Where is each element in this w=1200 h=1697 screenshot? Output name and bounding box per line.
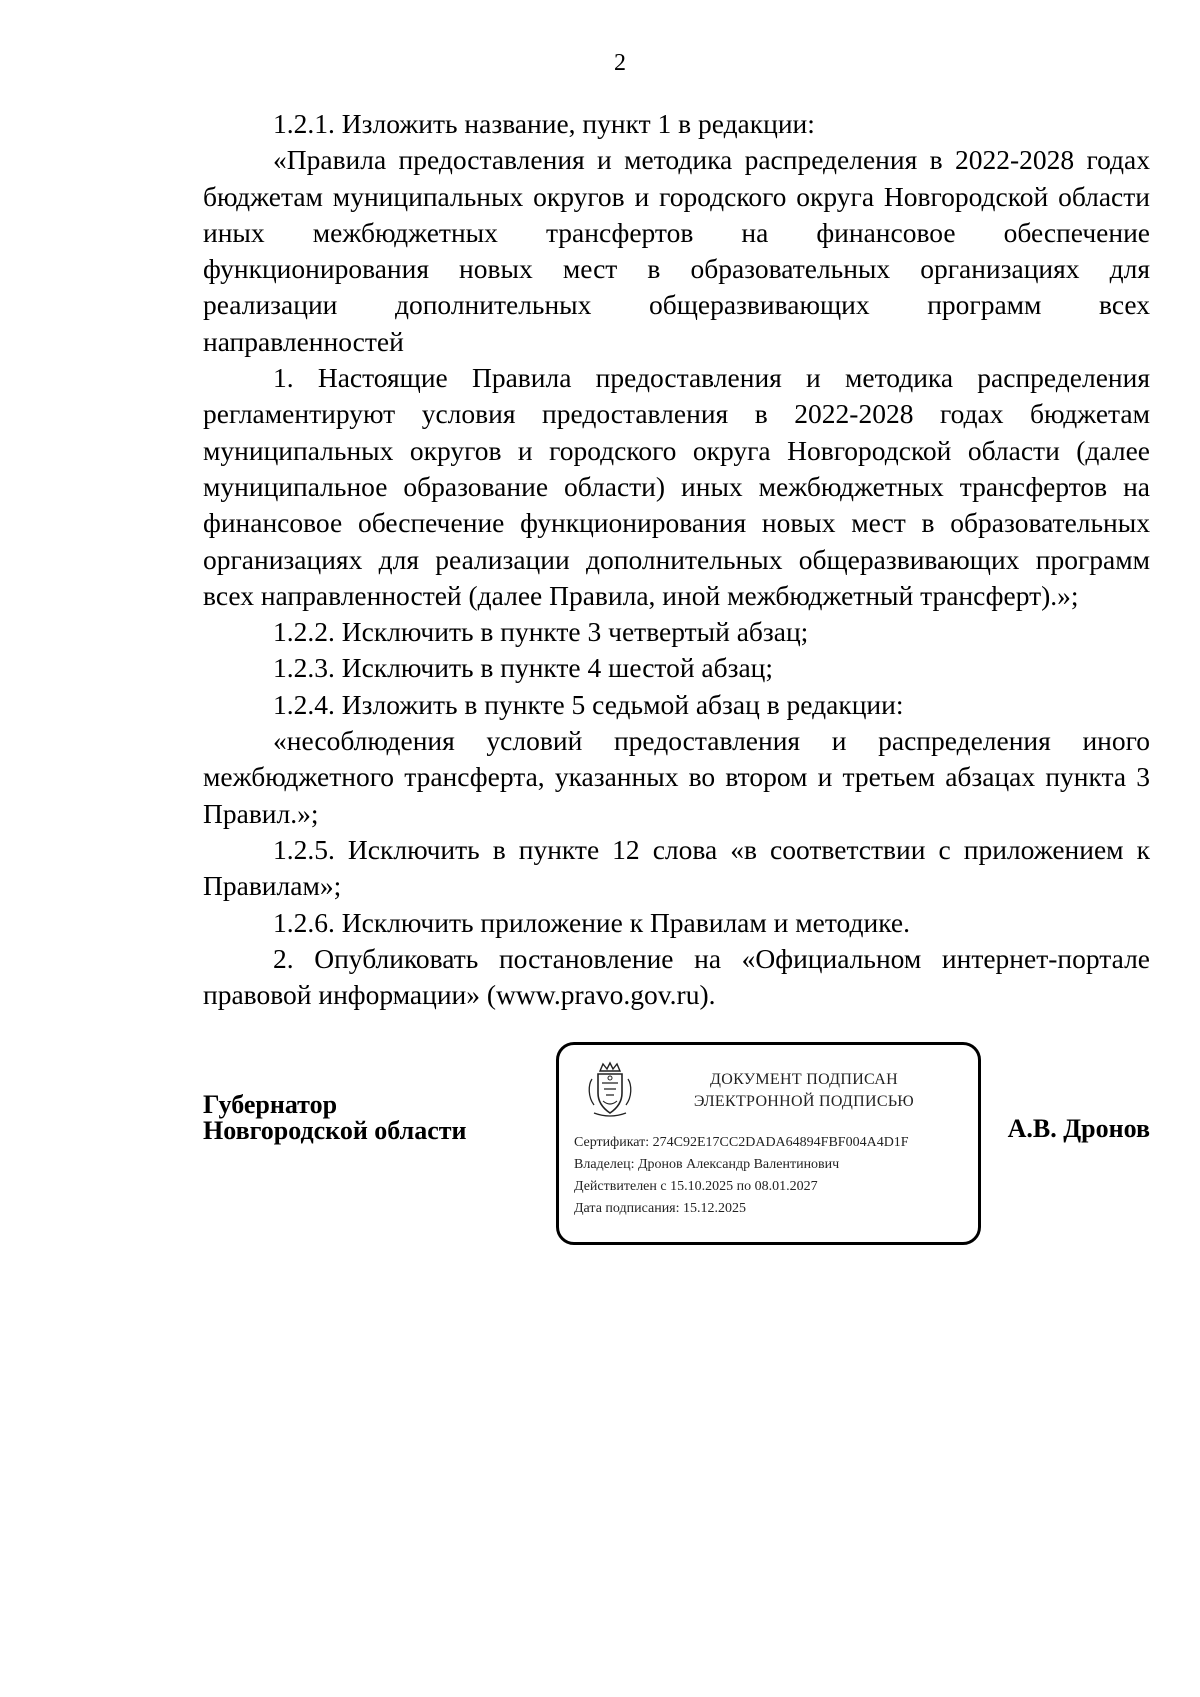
- signer-name: А.В. Дронов: [1007, 1114, 1150, 1143]
- signer-title: [203, 1092, 467, 1144]
- stamp-owner: Владелец: Дронов Александр Валентинович: [574, 1157, 840, 1172]
- stamp-details: [574, 1132, 974, 1220]
- paragraph-1-2-2: 1.2.2. Исключить в пункте 3 четвертый абзац;: [273, 616, 809, 648]
- paragraph-1-2-6: 1.2.6. Исключить приложение к Правилам и методике.: [273, 906, 910, 938]
- coat-of-arms-icon: [586, 1061, 634, 1119]
- signature-block: [203, 1042, 1150, 1252]
- signer-title-line1: Губернатор: [203, 1090, 338, 1119]
- stamp-validity: Действителен с 15.10.2025 по 08.01.2027: [574, 1179, 818, 1194]
- document-body: [203, 106, 1150, 1013]
- paragraph-1-2-5: 1.2.5. Исключить в пункте 12 слова «в соответствии с приложением к Правилам»;: [203, 833, 1150, 902]
- stamp-signing-date: Дата подписания: 15.12.2025: [574, 1201, 747, 1216]
- paragraph-rules-item-1: 1. Настоящие Правила предоставления и методика распределения регламентируют условия предоставления в 2022-2028 годах бюджетам муниципальных округов и городского округа Новгородской области (далее муниципальное образование области) иных межбюджетных трансфертов на финансовое обеспечение функционирования новых мест в образовательных организациях для реализации дополнительных общеразвивающих программ всех направленностей (далее Правила, иной межбюджетный трансферт).»;: [203, 362, 1150, 611]
- stamp-heading: [654, 1069, 954, 1113]
- stamp-heading-line2: ЭЛЕКТРОННОЙ ПОДПИСЬЮ: [693, 1093, 915, 1110]
- paragraph-quoted-abzac: «несоблюдения условий предоставления и распределения иного межбюджетного трансферта, указанных во втором и третьем абзацах пункта 3 Правил.»;: [203, 725, 1150, 829]
- paragraph-2-publish: 2. Опубликовать постановление на «Официальном интернет-портале правовой информации» (www.pravo.gov.ru).: [203, 942, 1150, 1011]
- stamp-heading-line1: ДОКУМЕНТ ПОДПИСАН: [710, 1071, 898, 1088]
- paragraph-rules-title: «Правила предоставления и методика распределения в 2022-2028 годах бюджетам муниципальных округов и городского округа Новгородской области иных межбюджетных трансфертов на финансовое обеспечение функционирования новых мест в образовательных организациях для реализации дополнительных общеразвивающих программ всех направленностей: [203, 144, 1150, 357]
- paragraph-1-2-3: 1.2.3. Исключить в пункте 4 шестой абзац;: [273, 652, 774, 684]
- electronic-signature-stamp: [556, 1042, 981, 1245]
- page-number: 2: [614, 50, 626, 76]
- paragraph-1-2-4: 1.2.4. Изложить в пункте 5 седьмой абзац в редакции:: [273, 688, 904, 720]
- signer-title-line2: Новгородской области: [203, 1116, 467, 1145]
- paragraph-1-2-1: 1.2.1. Изложить название, пункт 1 в редакции:: [273, 108, 815, 139]
- stamp-certificate: Сертификат: 274C92E17CC2DADA64894FBF004A4D1F: [574, 1135, 909, 1150]
